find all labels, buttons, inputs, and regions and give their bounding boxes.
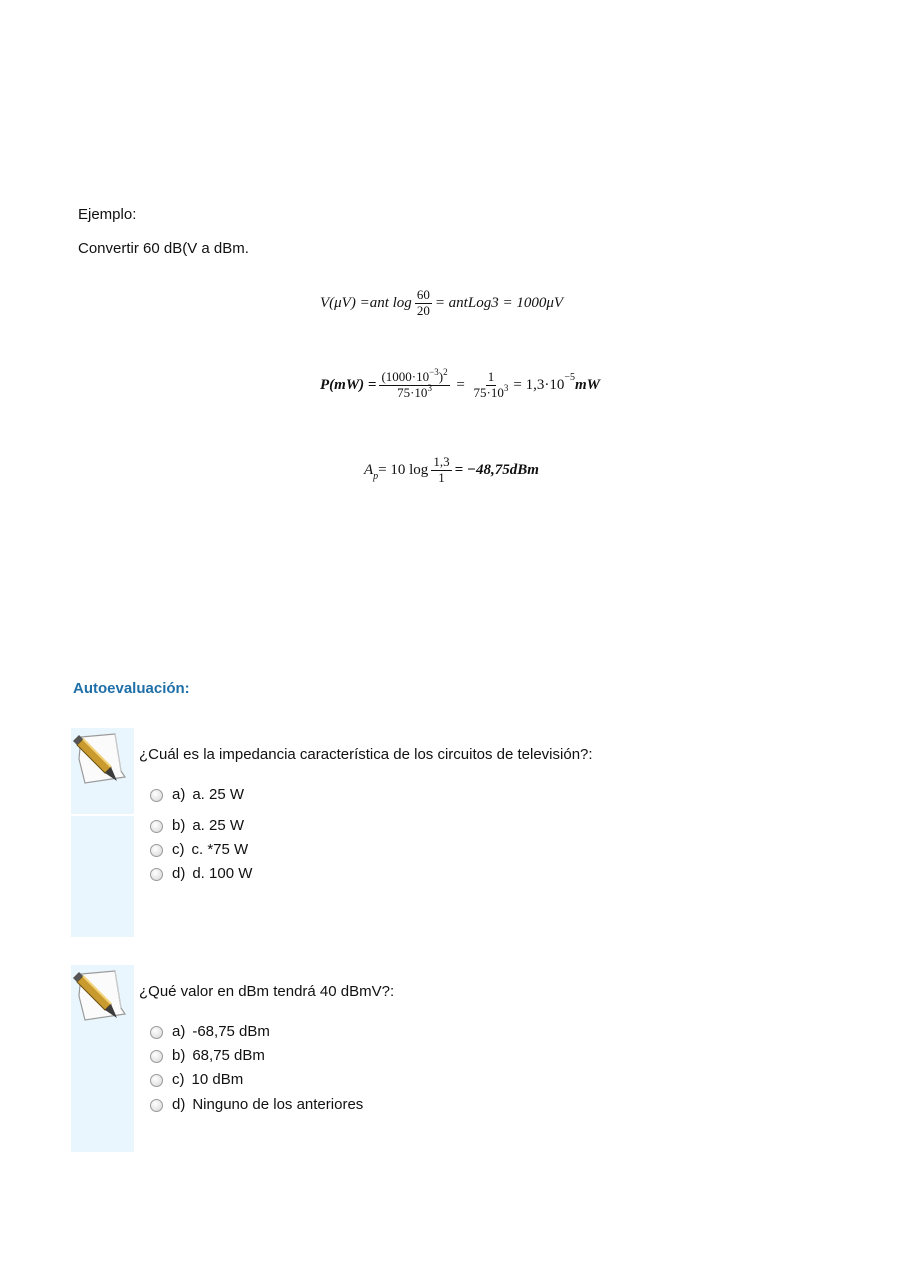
radio-button[interactable] (150, 868, 163, 881)
option-label: c. *75 W (191, 841, 249, 858)
radio-button[interactable] (150, 844, 163, 857)
q2-option-d[interactable] (150, 1096, 363, 1113)
radio-button[interactable] (150, 1026, 163, 1039)
option-letter: d) (172, 1096, 186, 1113)
option-letter: c) (172, 1071, 185, 1088)
option-letter: b) (172, 1047, 186, 1064)
option-letter: a) (172, 1023, 186, 1040)
equation-power: P(mW) = $\frac{(1000\cdot 10^{-3})^2}{75\cdot 10^3}$ = $\frac{1}{75\cdot 10^3}$ = 1,3·10 −5 mW (320, 367, 600, 400)
eq3-lhs (364, 461, 379, 482)
eq2-num-close: ) (438, 369, 444, 384)
example-statement: Convertir 60 dB(V a dBm. (78, 240, 249, 257)
eq2-mid-den-base: 75·10 (473, 384, 504, 400)
radio-button[interactable] (150, 1050, 163, 1063)
eq1-result: = antLog3 = 1000μV (434, 294, 564, 311)
option-label: 68,75 dBm (192, 1047, 265, 1064)
eq1-numerator: 60 (416, 287, 430, 302)
eq2-mid-den-exp: 3 (503, 382, 509, 393)
eq2-fraction (379, 367, 449, 401)
equation-gain (364, 455, 539, 486)
q1-option-a[interactable] (150, 786, 244, 803)
eq3-mid: = 10 log (378, 461, 429, 478)
eq2-mid-fraction (472, 370, 511, 401)
eq1-antlog: ant log (369, 294, 412, 311)
eq3-lhs-main: A (364, 461, 374, 478)
eq2-rhs-base: = 1,3·10 (513, 376, 565, 393)
q2-option-a[interactable] (150, 1023, 270, 1040)
eq3-result: = −48,75dBm (454, 461, 539, 478)
q1-option-c[interactable] (150, 841, 248, 858)
radio-button[interactable] (150, 1074, 163, 1087)
question-2-text: ¿Qué valor en dBm tendrá 40 dBmV?: (139, 983, 395, 1000)
eq3-fraction (431, 455, 451, 486)
option-label: Ninguno de los anteriores (192, 1096, 364, 1113)
option-label: -68,75 dBm (192, 1023, 270, 1040)
q1-option-b[interactable] (150, 817, 244, 834)
pencil-paper-icon (71, 731, 129, 787)
eq1-fraction (415, 288, 432, 319)
option-label: a. 25 W (192, 786, 245, 803)
eq2-mid-denominator (472, 382, 511, 401)
eq2-rhs-exp: −5 (564, 371, 575, 383)
q2-option-b[interactable] (150, 1047, 265, 1064)
example-label: Ejemplo: (78, 206, 137, 223)
equation-voltage (320, 288, 563, 319)
eq2-den-exp: 3 (427, 382, 432, 393)
eq2-rhs-unit: mW (574, 376, 600, 393)
q2-option-c[interactable] (150, 1071, 243, 1088)
q1-option-d[interactable] (150, 865, 252, 882)
eq3-numerator: 1,3 (433, 454, 450, 469)
section-heading: Autoevaluación: (73, 680, 190, 697)
eq3-denominator: 1 (438, 469, 445, 485)
eq2-numerator (379, 367, 449, 386)
option-label: a. 25 W (192, 817, 245, 834)
pencil-paper-icon (71, 968, 129, 1024)
radio-button[interactable] (150, 820, 163, 833)
eq2-num-base: (1000·10 (381, 369, 430, 384)
eq1-denominator: 20 (416, 302, 430, 318)
option-label: d. 100 W (192, 865, 253, 882)
eq3-lhs-sub: p (373, 470, 379, 482)
radio-button[interactable] (150, 789, 163, 802)
eq2-den-base: 75·10 (397, 384, 428, 400)
radio-button[interactable] (150, 1099, 163, 1112)
eq2-num-pow: 2 (443, 367, 448, 377)
eq2-lhs: P(mW) = (320, 376, 377, 393)
question-1-text: ¿Cuál es la impedancia característica de los circuitos de televisión?: (139, 746, 593, 763)
eq1-lhs: V(μV) = (320, 294, 370, 311)
option-label: 10 dBm (191, 1071, 244, 1088)
option-letter: b) (172, 817, 186, 834)
eq2-denominator (395, 382, 434, 401)
option-letter: d) (172, 865, 186, 882)
option-letter: c) (172, 841, 185, 858)
eq2-num-exp: −3 (429, 367, 439, 377)
eq2-mid-numerator: 1 (487, 369, 495, 384)
option-letter: a) (172, 786, 186, 803)
